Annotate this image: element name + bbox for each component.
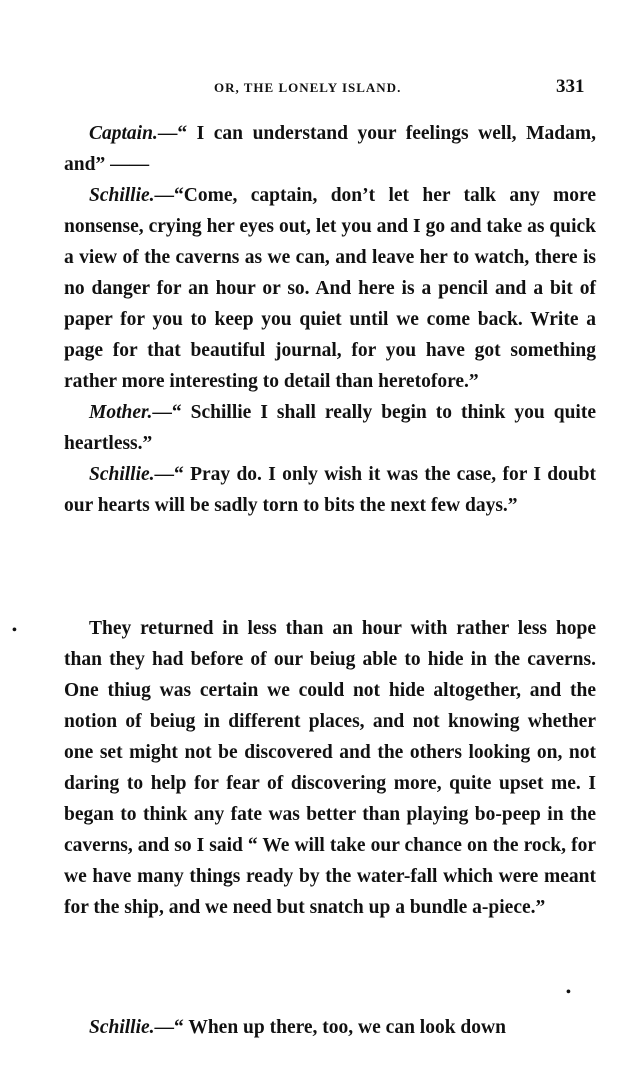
dialogue-text: —“Come, captain, don’t let her talk any more nonsense, crying her eyes out, let you and I go and take as quick a view of the caverns as we can, and leave her to watch, there is no danger for an hour or so. And here is a pencil and a bit of paper for you to keep you quiet until we come back. Write a page for that beautiful journal, for you have got something rather more interesting to detail than heretofore.” xyxy=(64,185,596,392)
speaker-name: Mother. xyxy=(89,402,153,423)
narrative-paragraph: They returned in less than an hour with rather less hope than they had before of our beiug able to hide in the caverns. One thiug was certain we could not hide altogether, and the notion of beiug in different places, and not knowing whether one set might not be discovered and the others looking on, not daring to help for fear of discovering more, quite upset me. I began to think any fate was better than playing bo-peep in the caverns, and so I said “ We will take our chance on the rock, for we have many things ready by the water-fall which were meant for the ship, and we need but snatch up a bundle a-piece.” xyxy=(64,618,596,918)
page-number: 331 xyxy=(556,76,585,97)
page-header xyxy=(0,76,639,100)
dialogue-text: —“ Pray do. I only wish it was the case, for I doubt our hearts will be sadly torn to bits the next few days.” xyxy=(64,464,596,516)
dialogue-section-1 xyxy=(64,118,596,521)
dialogue-paragraph-schillie-3 xyxy=(64,1012,596,1043)
dialogue-paragraph-schillie-2 xyxy=(64,459,596,521)
running-head: OR, THE LONELY ISLAND. xyxy=(214,80,402,95)
speaker-name: Schillie. xyxy=(89,185,155,206)
speaker-name: Schillie. xyxy=(89,464,155,485)
dialogue-text: —“ Schillie I shall really begin to think you quite heartless.” xyxy=(64,402,596,454)
dialogue-paragraph-captain xyxy=(64,118,596,180)
speaker-name: Schillie. xyxy=(89,1017,155,1038)
dialogue-section-2 xyxy=(64,1012,596,1043)
dialogue-text: —“ I can understand your feelings well, Madam, and” —— xyxy=(64,123,596,175)
speaker-name: Captain. xyxy=(89,123,158,144)
right-margin-mark: • xyxy=(566,985,571,1000)
dialogue-paragraph-mother xyxy=(64,397,596,459)
dialogue-text: —“ When up there, too, we can look down xyxy=(154,1017,506,1038)
narrative-section xyxy=(64,613,596,923)
left-margin-mark: • xyxy=(12,623,17,638)
dialogue-paragraph-schillie xyxy=(64,180,596,397)
